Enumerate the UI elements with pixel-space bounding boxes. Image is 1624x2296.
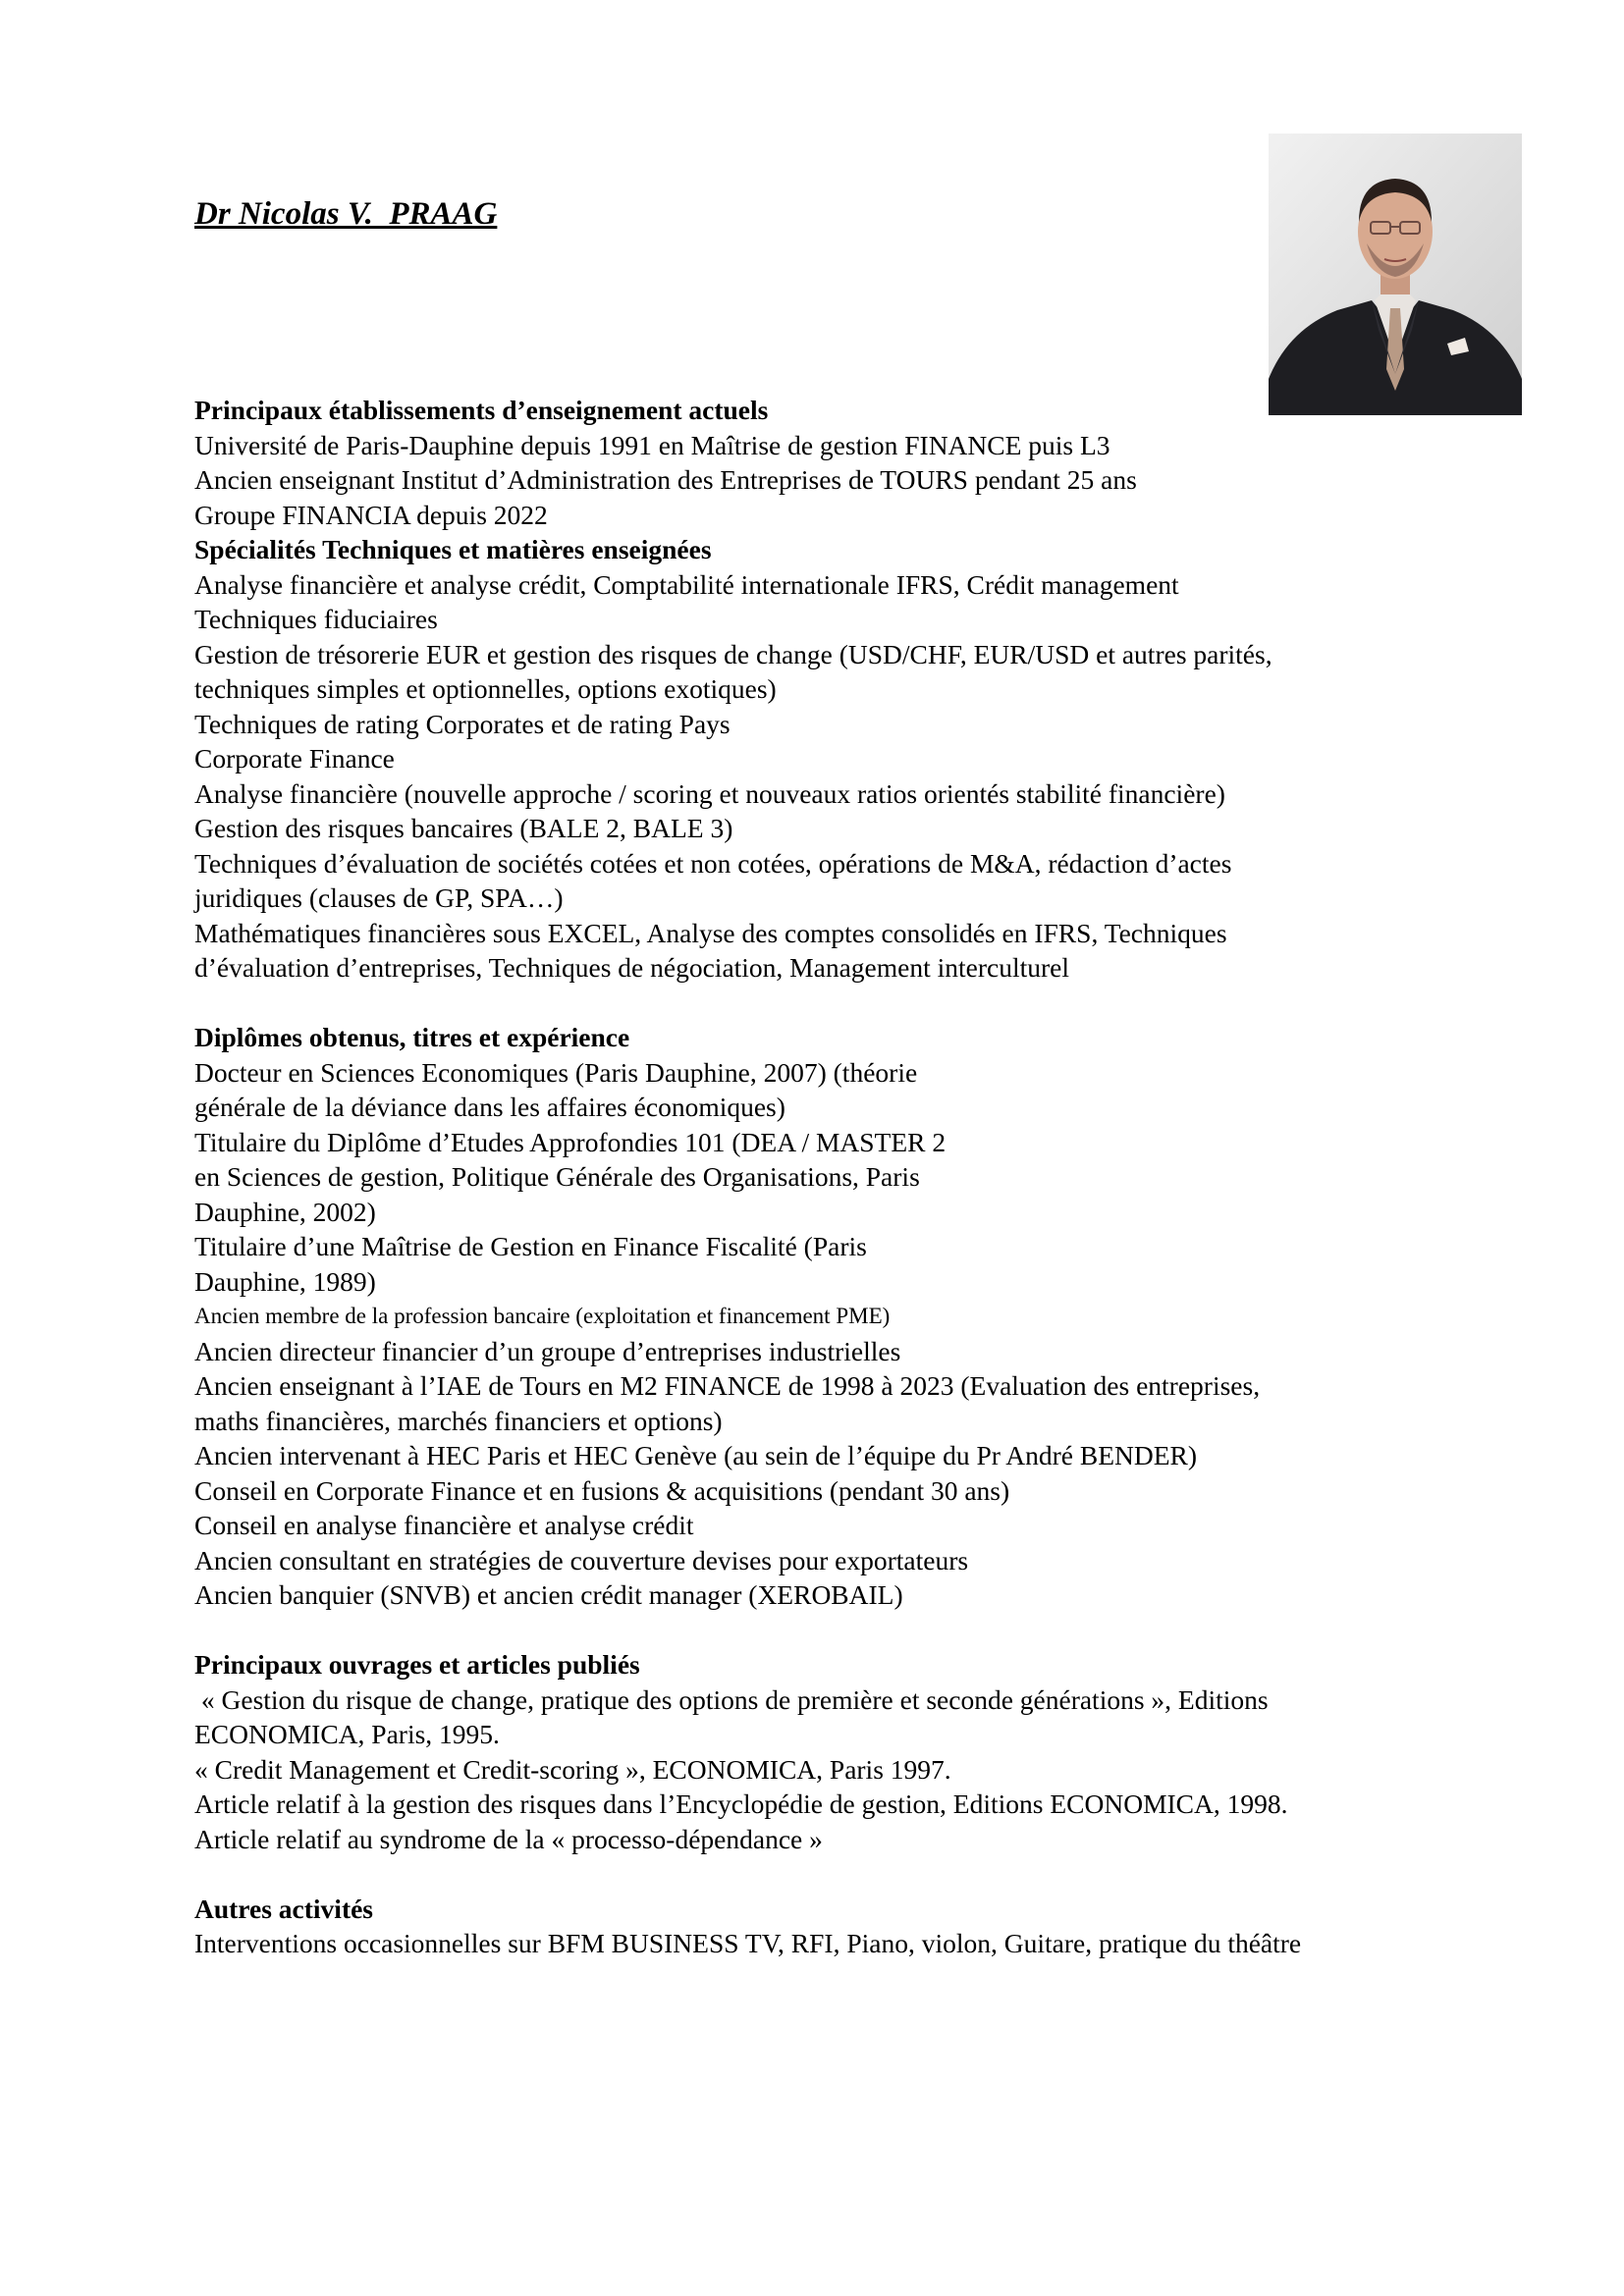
text-line: Groupe FINANCIA depuis 2022 xyxy=(194,499,548,530)
text-line: Corporate Finance xyxy=(194,743,395,774)
text-line: Article relatif au syndrome de la « processo-dépendance » xyxy=(194,1823,823,1854)
section-heading-specialties: Spécialités Techniques et matières enseignées xyxy=(194,534,712,564)
text-line: Analyse financière et analyse crédit, Comptabilité internationale IFRS, Crédit management xyxy=(194,568,1179,600)
text-line: Analyse financière (nouvelle approche / scoring et nouveaux ratios orientés stabilité financière) xyxy=(194,777,1225,809)
text-line: générale de la déviance dans les affaires économiques) xyxy=(194,1092,785,1122)
cv-name: Dr Nicolas V. PRAAG xyxy=(194,196,498,232)
text-line: Techniques fiduciaires xyxy=(194,604,438,634)
text-line: ECONOMICA, Paris, 1995. xyxy=(194,1719,500,1749)
text-line: Ancien membre de la profession bancaire (exploitation et financement PME) xyxy=(194,1304,891,1328)
text-line: « Gestion du risque de change, pratique des options de première et seconde générations », Editions xyxy=(194,1683,1269,1715)
text-line: Interventions occasionnelles sur BFM BUSINESS TV, RFI, Piano, violon, Guitare, pratique du théâtre xyxy=(194,1928,1302,1958)
text-line: Ancien intervenant à HEC Paris et HEC Genève (au sein de l’équipe du Pr André BENDER) xyxy=(194,1440,1198,1470)
text-line: Gestion de trésorerie EUR et gestion des risques de change (USD/CHF, EUR/USD et autres parités, xyxy=(194,638,1272,669)
text-line: Article relatif à la gestion des risques dans l’Encyclopédie de gestion, Editions ECONOMICA, 1998. xyxy=(194,1789,1288,1819)
text-line: techniques simples et optionnelles, options exotiques) xyxy=(194,673,777,704)
text-line: en Sciences de gestion, Politique Générale des Organisations, Paris xyxy=(194,1161,920,1192)
text-line: Titulaire du Diplôme d’Etudes Approfondies 101 (DEA / MASTER 2 xyxy=(194,1126,947,1157)
spacer xyxy=(194,1613,1471,1648)
section-heading-other-activities: Autres activités xyxy=(194,1893,374,1924)
text-line: maths financières, marchés financiers et options) xyxy=(194,1405,723,1436)
text-line: Ancien enseignant Institut d’Administration des Entreprises de TOURS pendant 25 ans xyxy=(194,464,1137,495)
cv-content xyxy=(194,393,1471,1961)
spacer xyxy=(194,1856,1471,1892)
text-line: Ancien banquier (SNVB) et ancien crédit manager (XEROBAIL) xyxy=(194,1579,903,1610)
text-line: Techniques d’évaluation de sociétés cotées et non cotées, opérations de M&A, rédaction d’actes xyxy=(194,847,1232,879)
text-line: d’évaluation d’entreprises, Techniques de négociation, Management interculturel xyxy=(194,952,1069,983)
text-line: Conseil en analyse financière et analyse crédit xyxy=(194,1510,694,1540)
text-line: Dauphine, 2002) xyxy=(194,1196,376,1227)
text-line: Mathématiques financières sous EXCEL, Analyse des comptes consolidés en IFRS, Techniques xyxy=(194,917,1227,948)
text-line: Ancien consultant en stratégies de couverture devises pour exportateurs xyxy=(194,1544,969,1575)
text-line: Ancien enseignant à l’IAE de Tours en M2 FINANCE de 1998 à 2023 (Evaluation des entreprises, xyxy=(194,1370,1261,1401)
section-heading-publications: Principaux ouvrages et articles publiés xyxy=(194,1649,640,1680)
text-line: Docteur en Sciences Economiques (Paris Dauphine, 2007) (théorie xyxy=(194,1056,918,1088)
text-line: Ancien directeur financier d’un groupe d’entreprises industrielles xyxy=(194,1335,901,1366)
text-line: Université de Paris-Dauphine depuis 1991 en Maîtrise de gestion FINANCE puis L3 xyxy=(194,429,1110,460)
text-line: « Credit Management et Credit-scoring », ECONOMICA, Paris 1997. xyxy=(194,1753,951,1785)
text-line: Techniques de rating Corporates et de rating Pays xyxy=(194,708,731,739)
text-line: juridiques (clauses de GP, SPA…) xyxy=(194,882,564,913)
portrait-photo xyxy=(1269,133,1522,415)
section-heading-teaching: Principaux établissements d’enseignement actuels xyxy=(194,395,769,425)
text-line: Gestion des risques bancaires (BALE 2, BALE 3) xyxy=(194,813,733,843)
text-line: Conseil en Corporate Finance et en fusions & acquisitions (pendant 30 ans) xyxy=(194,1474,1010,1506)
section-heading-diplomas: Diplômes obtenus, titres et expérience xyxy=(194,1022,630,1052)
spacer xyxy=(194,986,1471,1021)
text-line: Dauphine, 1989) xyxy=(194,1265,376,1297)
text-line: Titulaire d’une Maîtrise de Gestion en Finance Fiscalité (Paris xyxy=(194,1231,867,1261)
